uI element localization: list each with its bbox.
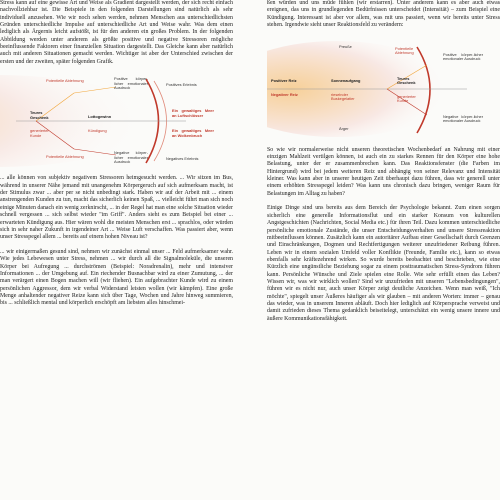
left-column: [0, 0, 233, 315]
figure-label: Ärger: [339, 125, 349, 131]
figure-label: Ein gewaltiges Meer an Wolkenbruch: [172, 128, 214, 138]
right-column: [267, 0, 500, 330]
paragraph: So wie wir normalerweise nicht unseren theoretischen Wochenbedarf an Nahrung mit einer einzigen Mahlzeit vertilgen können, ist auch ein zu starkes Rennen für den Körper eine hohe Belastung, unter der er zusammenbrechen kann. Das Reaktionsfenster (die Farben im Hintergrund) wird bei jedem weiteren Reiz und abhängig von seiner Relevanz und Intensität kleiner. Was kann aber in unserer heutigen Zeit überhaupt dazu führen, dass wir generell unter einem erhöhten Stresspegel leiden? Was kann uns chronisch dazu bringen, weniger Raum für Belastungen im Alltag zu haben?: [267, 146, 500, 197]
paragraph: ßen würden und uns müde fühlen (wir erstarren). Unter anderem kann es aber auch etwas ereignen, das uns in grundlegenden Bedürfnissen unterscheidet (Intensität) – zum Beispiel eine Kündigung. Interessant ist aber vor allem, was mit uns passiert, wenn wir bereits unter Stress stehen. Irgendwie sieht unser Reaktionsfeld zu verändern:: [267, 0, 500, 29]
figure-label: Positives Erlebnis: [166, 82, 197, 88]
figure-label: Kündigung: [88, 128, 107, 134]
figure-label: Potentielle Ablehnung: [46, 78, 84, 84]
figure-label: Teures Geschenk: [30, 110, 49, 120]
figure-label: Negatives Erlebnis: [166, 156, 199, 162]
figure-label: Preuße: [339, 43, 352, 49]
stress-reaction-figure: [267, 37, 500, 141]
figure-label: Teures Geschenk: [397, 75, 416, 86]
figure-label: Negative körper-licher emotionaler Ausdruck: [114, 150, 148, 165]
figure-label: Positive körper-licher emotionaler Ausdruck: [114, 76, 148, 91]
figure-label: Positiver Reiz: [271, 77, 297, 83]
figure-label: Positive körper-licher emotionaler Ausdruck: [443, 51, 483, 62]
figure-label: Potentielle Ablehnung: [395, 45, 414, 56]
paragraph: Einige Dinge sind uns bereits aus dem Bereich der Psychologie bekannt. Zum einen sorgen sicherlich eine generelle Informationsflut und ein starker Konsum von kulturellen Angstgeschichten (Nachrichten, Social Media etc.) für ihren Teil. Dazu kommen unterschiedliche persönliche emotionale Zustände, die unser Entscheidungsverhalten und unsere Stressreaktion mitbeeinflussen können. Zusätzlich kann ein autoritärer Aufbau einer Gesellschaft durch Grenzen und Einschränkungen, Dogmen und Rechtfertigungen weiterer unzufriedener Reibung führen. Leben wir in einem sozialen Umfeld voller Konflikte (Freunde, Familie etc.), kann so etwas ebenfalls sehr kräftezehrend wirken. So wurde bereits beobachtet und beschrieben, wie eine Kürzlich eine ungünstliche Beziehung sogar zu einem posttraumatischen Stress-Syndrom führen kann. Persönliche Wünsche und Ziele spielen eine Rolle. Wie sehr erfüllt einen das Leben? Wissen wir, was wir wirklich wollen? Sind wir unzufrieden mit unseren "Lebensbedingungen", führen wir es nicht nur, auch unser Körper zeigt deutliche Anzeichen. Wenn man weiß, "Ich möchte", spiegelt unser Äußeres häufiger als wir glauben – mit anderen Worten: immer – genau das wieder, was in unserem Inneren abläuft. Doch hier lediglich auf Körpersprache verweist und damit zufrieden dieses Thema gedanklich beiseitelegt, unterschätzt ein wenig unsere innere und äußere Kommunikationsfähigkeit.: [267, 205, 500, 322]
figure-label: rieselnder Buskegelatier: [331, 91, 355, 102]
paragraph: ... alle können von subjektiv negativem Stressoren heimgesucht werden. ... Wir sitzen im Bus, während in unserer Nähe jemand mit unangenehm Körpergeruch auf sich aufmerksam macht, ist der Stimulus zwar ... aber per se nicht unbedingt stark. Haben wir auf der Arbeit mit ... einem anstrengenden Kunden zu tun, macht das sicherlich keinen Spaß, ... vielleicht führt man sich noch einige Minuten danach ein wenig zerknirscht, ... in der Regel hat man eine solche Situation wieder schnell vergessen ... sich selbst wieder "im Griff". Anders sieht es zum Beispiel bei einer ... erwarteten Kündigung aus. Hier wären wohl die meisten Menschen erst ... sprachlos, oder würden sich in sehr naher Zukunft in irgendeiner Art ... Weise Luft verschaffen. Was passiert aber, wenn unser Stresspegel allem ... bereits auf einem hohen Niveau ist?: [0, 175, 233, 241]
stress-gradient-figure: [0, 73, 233, 169]
figure-label: Potentielle Ablehnung: [46, 154, 84, 160]
figure-label: Lottogewinn: [88, 114, 112, 120]
figure-label: Sonnenaufgang: [331, 77, 361, 83]
figure-label: Ein gewaltiges Meer an Luftschlösser: [172, 108, 214, 118]
figure-label: Negative körper-licher emotionaler Ausdruck: [443, 113, 483, 124]
figure-label: Negativer Reiz: [271, 91, 298, 97]
gutter: [233, 0, 267, 500]
figure-label: generierter Kunde: [30, 128, 49, 138]
figure-label: generierter Kunde: [397, 93, 416, 104]
paragraph: ... wir einigermaßen gesund sind, nehmen wir zunächst einmal unser ... Feld aufmerksamer wahr. Wie jedes Lebewesen unter Stress, nehmen ... wir durch all die Signalmoleküle, die unseren Körper bei Aufregung ... durchströmen (Beispiel: Noradrenalin), mehr und intensiver Informationen ... der Umgebung auf. Ein riechender Busnachbar wird zu einer Zumutung, ... der man verärgert einen Bogen machen will (wir fliehen). Ein aufgebrachter Kunde wird zu einem persönlichen Aggressor, dem wir verbal Widerstand leisten wollen (wir kämpfen). Eine große Menge anhaltender negativer Reize kann sich über Tage, Wochen und Jahre hinweg summieren, bis ... schließlich mental und körperlich erschöpft am liebsten alles hinschmei-: [0, 248, 233, 307]
paragraph: Stress kann auf eine gewisse Art und Weise als Gradient dargestellt werden, der sich recht einfach nachvollziehbar ist. Die Beispiele in den folgenden Darstellungen sind natürlich als sehr individuell anzusehen. Wie wir noch sehen werden, nehmen Menschen aus unterschiedlichsten Gründen unterschiedliche Impulse auf unterschiedliche Art und Weise wahr. Was dem einen lediglich als Ärgernis leicht aufstößt, ist für den anderen ein großes Problem. In der folgenden Abbildung werden unter anderem als größte positive und negative Stressoren mögliche beeinflussende Faktoren einer finanziellen Situation dargestellt. Das Gleiche kann aber natürlich auch mit anderen Situationen gemacht werden. Wichtiger ist aber der Unterschied zwischen der ersten und der zweiten, später folgenden Grafik.: [0, 0, 233, 65]
